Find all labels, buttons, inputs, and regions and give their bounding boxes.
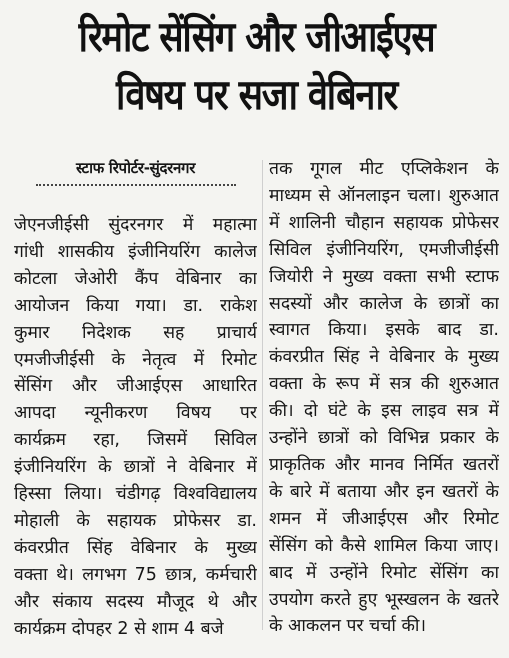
body-line: वक्ता थे। लगभग 75 छात्र, कर्मचारी — [14, 564, 257, 585]
headline-line-1: रिमोट सेंसिंग और जीआईएस — [78, 12, 435, 61]
body-line: में शालिनी चौहान सहायक प्रोफेसर — [269, 212, 499, 233]
headline-line-2: विषय पर सजा वेबिनार — [115, 70, 398, 119]
body-line: कार्यक्रम रहा, जिसमें सिविल — [14, 430, 257, 451]
body-line: प्राकृतिक और मानव निर्मित खतरों — [269, 454, 499, 475]
body-line: कार्यक्रम दोपहर 2 से शाम 4 बजे — [14, 618, 224, 639]
body-line: वक्ता के रूप में सत्र की शुरुआत — [269, 374, 499, 395]
body-line: एमजीजीईसी के नेतृत्व में रिमोट — [14, 349, 257, 370]
body-line: जेएनजीईसी सुंदरनगर में महात्मा — [14, 215, 257, 235]
body-line: इंजीनियरिंग के छात्रों ने वेबिनार में — [14, 457, 257, 478]
body-line: आयोजन किया गया। डा. राकेश — [14, 295, 257, 316]
body-line: शमन में जीआईएस और रिमोट — [269, 508, 499, 529]
body-line: माध्यम से ऑनलाइन चला। शुरुआत — [269, 185, 499, 206]
body-line: हिस्सा लिया। चंडीगढ़ विश्वविद्यालय — [14, 484, 257, 505]
body-line: कुमार निदेशक सह प्राचार्य — [14, 322, 257, 343]
body-line: बाद में उन्होंने रिमोट सेंसिंग का — [269, 562, 499, 583]
body-line: जियोरी ने मुख्य वक्ता सभी स्टाफ — [269, 266, 499, 287]
body-line: मोहाली के सहायक प्रोफेसर डा. — [14, 510, 257, 531]
body-line: उन्होंने छात्रों को विभिन्न प्रकार के — [269, 428, 499, 449]
body-line: आपदा न्यूनीकरण विषय पर — [14, 403, 257, 424]
body-line: सेंसिंग को कैसे शामिल किया जाए। — [269, 535, 499, 556]
body-line: के आकलन पर चर्चा की। — [269, 616, 427, 637]
headline — [48, 8, 465, 124]
body-line: कोटला जेओरी कैंप वेबिनार का — [14, 268, 257, 289]
left-column — [14, 212, 257, 643]
byline-block — [14, 158, 257, 186]
body-line: उपयोग करते हुए भूस्खलन के खतरे — [269, 589, 499, 610]
body-line: तक गूगल मीट एप्लिकेशन के — [269, 159, 499, 179]
body-line: सिविल इंजीनियरिंग, एमजीजीईसी — [269, 239, 499, 260]
body-line: सेंसिंग और जीआईएस आधारित — [14, 376, 257, 397]
body-line: और संकाय सदस्य मौजूद थे और — [14, 591, 257, 612]
body-line: के बारे में बताया और इन खतरों के — [269, 481, 499, 502]
body-line: कंवरप्रीत सिंह ने वेबिनार के मुख्य — [269, 347, 499, 368]
body-line: की। दो घंटे के इस लाइव सत्र में — [269, 401, 499, 422]
body-line: सदस्यों और कालेज के छात्रों का — [269, 293, 499, 314]
column-divider — [262, 160, 263, 630]
right-column — [269, 156, 499, 640]
byline-divider — [36, 184, 236, 186]
body-line: स्वागत किया। इसके बाद डा. — [269, 320, 499, 341]
body-line: गांधी शासकीय इंजीनियरिंग कालेज — [14, 241, 257, 262]
body-line: कंवरप्रीत सिंह वेबिनार के मुख्य — [14, 537, 257, 558]
byline: स्टाफ रिपोर्टर-सुंदरनगर — [75, 159, 196, 177]
